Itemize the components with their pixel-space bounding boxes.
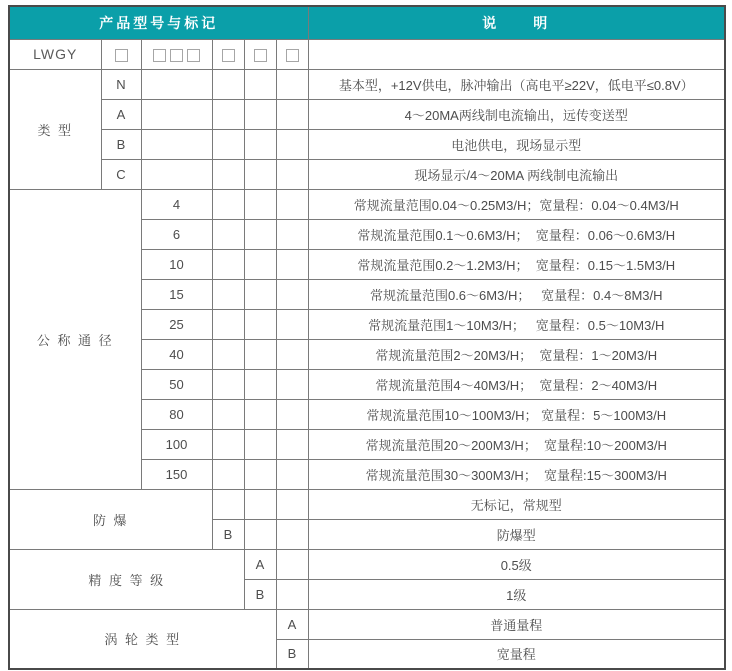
placeholder-cell (276, 39, 308, 69)
empty-cell (276, 549, 308, 579)
empty-cell (276, 519, 308, 549)
diameter-code: 40 (141, 339, 212, 369)
diameter-desc: 常规流量范围4～40M3/H； 宽量程：2～40M3/H (308, 369, 725, 399)
diameter-code: 50 (141, 369, 212, 399)
diameter-code: 150 (141, 459, 212, 489)
type-code: N (101, 69, 141, 99)
diameter-code: 80 (141, 399, 212, 429)
type-desc: 4～20MA两线制电流输出，远传变送型 (308, 99, 725, 129)
product-model-spec-table (8, 5, 726, 670)
turbine-row (9, 609, 725, 639)
empty-cell (276, 429, 308, 459)
placeholder-cell (141, 39, 212, 69)
empty-cell (244, 99, 276, 129)
empty-cell (276, 579, 308, 609)
empty-cell (276, 99, 308, 129)
empty-cell (212, 69, 244, 99)
empty-cell (276, 279, 308, 309)
empty-cell (244, 339, 276, 369)
diameter-desc: 常规流量范围0.04～0.25M3/H；宽量程：0.04～0.4M3/H (308, 189, 725, 219)
empty-cell (244, 459, 276, 489)
empty-cell (276, 69, 308, 99)
empty-cell (212, 369, 244, 399)
placeholder-box-icon (115, 49, 128, 62)
accuracy-section-label: 精 度 等 级 (9, 549, 244, 609)
diameter-desc: 常规流量范围2～20M3/H； 宽量程：1～20M3/H (308, 339, 725, 369)
type-desc: 电池供电，现场显示型 (308, 129, 725, 159)
empty-cell (212, 399, 244, 429)
turbine-code: B (276, 639, 308, 669)
accuracy-code: A (244, 549, 276, 579)
type-row (9, 99, 725, 129)
placeholder-box-icon (170, 49, 183, 62)
diameter-desc: 常规流量范围10～100M3/H； 宽量程：5～100M3/H (308, 399, 725, 429)
empty-cell (244, 519, 276, 549)
type-row (9, 159, 725, 189)
accuracy-row (9, 549, 725, 579)
empty-cell (276, 219, 308, 249)
diameter-desc: 常规流量范围1～10M3/H； 宽量程：0.5～10M3/H (308, 309, 725, 339)
type-code: A (101, 99, 141, 129)
diameter-code: 100 (141, 429, 212, 459)
empty-cell (244, 399, 276, 429)
empty-cell (244, 429, 276, 459)
model-code: LWGY (9, 39, 101, 69)
turbine-section-label: 涡 轮 类 型 (9, 609, 276, 669)
empty-cell (276, 459, 308, 489)
turbine-desc: 宽量程 (308, 639, 725, 669)
empty-cell (244, 369, 276, 399)
explosion-desc: 无标记，常规型 (308, 489, 725, 519)
placeholder-box-icon (286, 49, 299, 62)
accuracy-desc: 1级 (308, 579, 725, 609)
empty-cell (276, 369, 308, 399)
type-desc: 现场显示/4～20MA 两线制电流输出 (308, 159, 725, 189)
type-row (9, 129, 725, 159)
empty-cell (212, 309, 244, 339)
placeholder-box-icon (222, 49, 235, 62)
diameter-code: 10 (141, 249, 212, 279)
explosion-code: B (212, 519, 244, 549)
empty-cell (212, 99, 244, 129)
explosion-desc: 防爆型 (308, 519, 725, 549)
header-model-label: 产品型号与标记 (9, 6, 308, 39)
model-placeholder-row (9, 39, 725, 69)
empty-cell (244, 249, 276, 279)
empty-cell (244, 189, 276, 219)
type-row (9, 69, 725, 99)
empty-cell (244, 159, 276, 189)
empty-cell (244, 129, 276, 159)
placeholder-box-icon (187, 49, 200, 62)
empty-cell (276, 309, 308, 339)
empty-cell (244, 69, 276, 99)
diameter-section-label: 公 称 通 径 (9, 189, 141, 489)
empty-cell (244, 489, 276, 519)
type-code: B (101, 129, 141, 159)
empty-cell (141, 159, 212, 189)
header-description-label: 说 明 (308, 6, 725, 39)
empty-cell (308, 39, 725, 69)
empty-cell (212, 249, 244, 279)
empty-cell (276, 129, 308, 159)
placeholder-cell (244, 39, 276, 69)
empty-cell (276, 249, 308, 279)
empty-cell (276, 489, 308, 519)
empty-cell (141, 99, 212, 129)
empty-cell (141, 129, 212, 159)
empty-cell (212, 159, 244, 189)
empty-cell (244, 219, 276, 249)
empty-cell (276, 189, 308, 219)
diameter-code: 15 (141, 279, 212, 309)
empty-cell (212, 279, 244, 309)
empty-cell (141, 69, 212, 99)
table-header-row (9, 6, 725, 39)
diameter-desc: 常规流量范围30～300M3/H； 宽量程:15～300M3/H (308, 459, 725, 489)
type-code: C (101, 159, 141, 189)
empty-cell (212, 129, 244, 159)
empty-cell (212, 459, 244, 489)
placeholder-box-icon (153, 49, 166, 62)
turbine-desc: 普通量程 (308, 609, 725, 639)
diameter-desc: 常规流量范围0.2～1.2M3/H； 宽量程：0.15～1.5M3/H (308, 249, 725, 279)
empty-cell (244, 279, 276, 309)
explosion-row (9, 489, 725, 519)
empty-cell (276, 399, 308, 429)
empty-cell (276, 159, 308, 189)
diameter-desc: 常规流量范围0.1～0.6M3/H； 宽量程：0.06～0.6M3/H (308, 219, 725, 249)
empty-cell (212, 429, 244, 459)
turbine-code: A (276, 609, 308, 639)
explosion-section-label: 防 爆 (9, 489, 212, 549)
empty-cell (212, 189, 244, 219)
explosion-code (212, 489, 244, 519)
placeholder-box-icon (254, 49, 267, 62)
diameter-desc: 常规流量范围0.6～6M3/H； 宽量程：0.4～8M3/H (308, 279, 725, 309)
accuracy-desc: 0.5级 (308, 549, 725, 579)
diameter-code: 25 (141, 309, 212, 339)
type-section-label: 类 型 (9, 69, 101, 189)
placeholder-cell (101, 39, 141, 69)
diameter-code: 4 (141, 189, 212, 219)
empty-cell (276, 339, 308, 369)
accuracy-code: B (244, 579, 276, 609)
diameter-code: 6 (141, 219, 212, 249)
diameter-row (9, 189, 725, 219)
empty-cell (212, 339, 244, 369)
empty-cell (212, 219, 244, 249)
placeholder-cell (212, 39, 244, 69)
type-desc: 基本型，+12V供电，脉冲输出（高电平≥22V，低电平≤0.8V） (308, 69, 725, 99)
diameter-desc: 常规流量范围20～200M3/H； 宽量程:10～200M3/H (308, 429, 725, 459)
empty-cell (244, 309, 276, 339)
